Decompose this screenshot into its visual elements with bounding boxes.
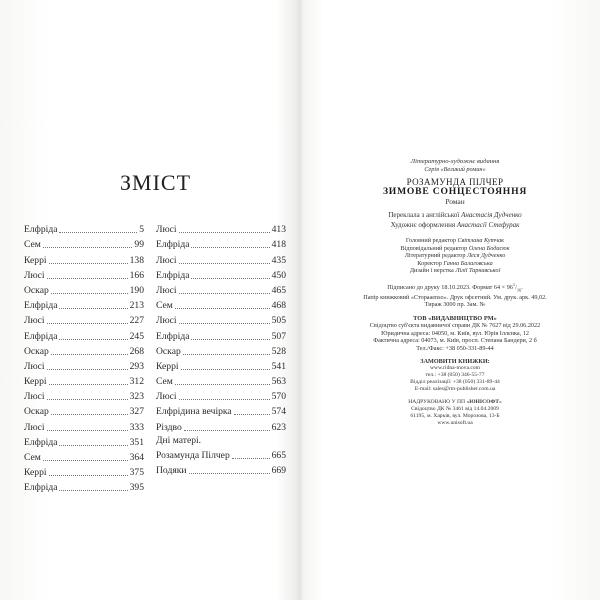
- print-frac-num: 1: [512, 281, 516, 287]
- toc-dot-leader: [47, 399, 128, 400]
- toc-title: ЗМІСТ: [120, 170, 192, 195]
- publisher-actual-address: Фактична адреса: 04073, м. Київ, просп. Степана Бандери, 2 б: [373, 337, 537, 345]
- printer-line-1-post: »: [498, 399, 502, 406]
- printer-site: www.unisoft.ua: [437, 420, 473, 427]
- toc-entry-name: Керрі: [24, 254, 47, 266]
- toc-entry-page: 541: [271, 360, 286, 372]
- publisher-cert: Свідоцтво суб'єкта видавничої справи ДК № 7627 від 29.06.2022: [369, 322, 541, 330]
- toc-dot-leader: [179, 293, 270, 294]
- toc-dot-leader: [184, 430, 270, 431]
- toc-entry-name: Оскар: [24, 406, 49, 418]
- toc-entry: [24, 372, 144, 387]
- toc-entry: [24, 387, 144, 402]
- staff-resp-editor: [330, 245, 580, 253]
- toc-entry: [24, 463, 144, 478]
- toc-entry-page: 364: [129, 452, 144, 463]
- toc-entry-name: Люсі: [24, 391, 45, 403]
- toc-entry-name-line2: Розамунда Пілчер: [156, 449, 230, 461]
- print-line-3: Тираж 3000 пр. Зам. №: [424, 301, 486, 309]
- toc-entry: [156, 311, 286, 326]
- staff-layout: [330, 267, 580, 275]
- toc-entry-page: 528: [271, 345, 286, 357]
- toc-entry-page: 623: [271, 421, 286, 433]
- chief-editor-name: Світлана Кутчак: [457, 237, 505, 244]
- toc-dot-leader: [43, 460, 128, 461]
- publisher-name: ТОВ «ВИДАВНИЦТВО РМ»: [413, 315, 497, 323]
- toc-entry-page: 293: [129, 360, 144, 372]
- toc-entry-page: 327: [129, 406, 144, 418]
- toc-entry-page: 570: [271, 391, 286, 403]
- toc-entry: [156, 387, 286, 402]
- toc-entry: [24, 235, 144, 250]
- toc-entry-dedication: [156, 433, 286, 461]
- imprint-title: ЗИМОВЕ СОНЦЕСТОЯННЯ: [382, 186, 528, 197]
- toc-entry: [156, 266, 286, 281]
- print-line-1-text: Підписано до друку 18.10.2023. Формат 64 × 96: [387, 284, 513, 292]
- publisher-address: Юридична адреса: 04050, м. Київ, вул. Юрія Іллєнка, 12: [381, 329, 529, 337]
- toc-entry-page: 574: [271, 406, 286, 418]
- toc-entry-page: 468: [271, 300, 286, 312]
- toc-entry-name: Люсі: [24, 315, 45, 327]
- translator-name: Анастасія Дудченко: [461, 211, 522, 219]
- toc-entry-page: 465: [271, 284, 286, 296]
- imprint-order: [330, 358, 580, 393]
- proofreader-name: Ганна Балаговська: [443, 259, 493, 267]
- order-email: E-mail: sales@rm-publisher.com.ua: [414, 386, 496, 393]
- toc-entry: [24, 311, 144, 326]
- lit-editor-label: Літературний редактор: [404, 252, 466, 260]
- order-retail: Відділ реалізації: +38 (050) 331-89-44: [410, 379, 500, 386]
- toc-entry-name: Сем: [156, 376, 173, 388]
- toc-dot-leader: [47, 278, 128, 279]
- toc-dot-leader: [49, 384, 128, 385]
- toc-dot-leader: [49, 263, 128, 264]
- toc-entry-page: 665: [271, 449, 286, 461]
- toc-entry-page: 5: [139, 224, 144, 236]
- imprint-designer: [330, 221, 580, 229]
- toc-entry-page: 99: [134, 239, 144, 251]
- imprint-genre: Літературно-художнє видання: [410, 158, 500, 165]
- toc-entry-line2: [156, 448, 286, 461]
- toc-dot-leader: [59, 445, 127, 446]
- toc-entry: [24, 220, 144, 235]
- toc-dot-leader: [47, 430, 128, 431]
- toc-entry: [24, 342, 144, 357]
- toc-entry-page: 563: [271, 376, 286, 388]
- toc-entry-page: 413: [271, 224, 286, 236]
- toc-entry-page: 213: [129, 300, 144, 312]
- toc-entry-name: Елфріда: [156, 239, 190, 251]
- toc-entry: [156, 220, 286, 235]
- toc-entry: [156, 342, 286, 357]
- resp-editor-label: Відповідальний редактор: [400, 244, 468, 252]
- toc-entry-thanks: [156, 461, 286, 476]
- toc-entry: [156, 402, 286, 417]
- toc-entry: [24, 326, 144, 341]
- toc-entry-name: Елфріда: [24, 300, 58, 312]
- print-line-1: Підписано до друку 18.10.2023. Формат $64 \times 96^1/_{16}$.: [387, 281, 523, 293]
- staff-chief-editor: [330, 237, 580, 245]
- toc-entry: [156, 417, 286, 432]
- toc-entry-name: Люсі: [24, 421, 45, 433]
- staff-lit-editor: [330, 252, 580, 260]
- toc-entry-page: 450: [271, 269, 286, 281]
- toc-entry-name: Сем: [156, 300, 173, 312]
- imprint-publisher: [330, 315, 580, 352]
- toc-entry-name: Оскар: [24, 284, 49, 296]
- toc-dot-leader: [234, 414, 270, 415]
- toc-entry-page: 395: [129, 482, 144, 494]
- resp-editor-name: Олена Бодасюк: [468, 244, 510, 252]
- toc-dot-leader: [179, 399, 270, 400]
- toc-entry: [24, 448, 144, 463]
- toc-entry-name: Люсі: [24, 269, 45, 281]
- toc-dot-leader: [59, 339, 127, 340]
- printer-unisoft: ЮНІСОФТ: [469, 399, 499, 406]
- toc-entry-name: Оскар: [156, 345, 181, 357]
- toc-entry: [24, 402, 144, 417]
- toc-dot-leader: [191, 247, 269, 248]
- toc-entry-name: Керрі: [156, 360, 179, 372]
- toc-entry-name: Керрі: [24, 467, 47, 479]
- printer-line-1-pre: НАДРУКОВАНО У ПП «: [408, 399, 470, 406]
- toc-dot-leader: [51, 354, 128, 355]
- toc-entry-name: Люсі: [156, 391, 177, 403]
- order-title: ЗАМОВИТИ КНИЖКИ:: [420, 358, 490, 366]
- toc-dot-leader: [179, 323, 270, 324]
- toc-entry-name: Подяки: [156, 464, 187, 476]
- toc-entry-name: Люсі: [156, 224, 177, 236]
- toc-dot-leader: [183, 354, 270, 355]
- toc-entry-page: 268: [129, 345, 144, 357]
- toc-entry-name: Люсі: [156, 284, 177, 296]
- toc-entry: [156, 372, 286, 387]
- toc-entry-name: Сем: [24, 239, 41, 251]
- toc-entry-page: 312: [129, 376, 144, 388]
- toc-dot-leader: [49, 475, 128, 476]
- imprint-print-info: [330, 281, 580, 309]
- proofreader-label: Коректор: [417, 259, 442, 267]
- toc-entry: [156, 357, 286, 372]
- toc-entry-name: Елфріда: [24, 330, 58, 342]
- toc-dot-leader: [179, 263, 270, 264]
- toc-entry-page: 435: [271, 254, 286, 266]
- imprint-series: Серія «Великий роман»: [424, 166, 486, 173]
- toc-entry: [156, 250, 286, 265]
- layout-label: Дизайн і верстка: [409, 267, 454, 275]
- toc-entry-name: Різдво: [156, 421, 182, 433]
- toc-entry-page: 323: [129, 391, 144, 403]
- toc-entry-name: Сем: [24, 452, 41, 463]
- toc-entry: [24, 433, 144, 448]
- order-site: www.ridna-mova.com: [430, 365, 480, 372]
- toc-entry-page: 166: [129, 269, 144, 281]
- toc-entry: [156, 326, 286, 341]
- toc-dot-leader: [59, 490, 127, 491]
- print-frac-den: 16: [516, 287, 522, 293]
- printer-line-1: [330, 399, 580, 406]
- imprint-block: [330, 158, 580, 427]
- print-line-1-end: .: [521, 284, 523, 292]
- toc-entry-page: 227: [129, 315, 144, 327]
- toc-dot-leader: [232, 458, 270, 459]
- toc-entry: [24, 478, 144, 493]
- toc-entry-name: Елфріда: [24, 482, 58, 494]
- printer-line-2: Свідоцтво ДК № 3461 від 14.04.2009: [411, 406, 499, 413]
- toc-entry: [24, 281, 144, 296]
- toc-entry-name: Елфрідина вечірка: [156, 406, 232, 418]
- toc-entry: [24, 357, 144, 372]
- toc-entry-name: Елфріда: [24, 224, 58, 236]
- toc-dot-leader: [191, 339, 269, 340]
- toc-entry-page: 505: [271, 315, 286, 327]
- toc-dot-leader: [189, 473, 270, 474]
- toc-entry-name: Оскар: [24, 345, 49, 357]
- toc-entry: [156, 296, 286, 311]
- gutter-shadow: [296, 0, 304, 600]
- toc-entry-page: 418: [271, 239, 286, 251]
- toc-right-list: [156, 220, 286, 433]
- toc-dot-leader: [59, 308, 127, 309]
- toc-entry: [24, 417, 144, 432]
- toc-entry-name: Елфріда: [156, 330, 190, 342]
- toc-dot-leader: [175, 384, 270, 385]
- toc-entry: [24, 250, 144, 265]
- imprint-staff: [330, 237, 580, 275]
- toc-entry-name: Люсі: [24, 360, 45, 372]
- imprint-author: РОЗАМУНДА ПІЛЧЕР: [406, 177, 504, 187]
- toc-entry-page: 190: [129, 284, 144, 296]
- toc-entry-name-line1: Дні матері.: [156, 434, 202, 446]
- toc-entry-name: Елфріда: [156, 269, 190, 281]
- toc-dot-leader: [51, 293, 128, 294]
- toc-entry-name: Керрі: [24, 376, 47, 388]
- toc-dot-leader: [59, 232, 137, 233]
- toc-entry-name: Люсі: [156, 315, 177, 327]
- toc-dot-leader: [47, 323, 128, 324]
- toc-column-left: [24, 220, 144, 493]
- toc-entry: [156, 235, 286, 250]
- toc-entry-page: 375: [129, 467, 144, 479]
- order-phone: тел.: +38 (050) 346-55-77: [425, 372, 485, 379]
- toc-entry-name: Люсі: [156, 254, 177, 266]
- toc-dot-leader: [181, 369, 270, 370]
- toc-dot-leader: [43, 247, 133, 248]
- publisher-phone: Тел./Факс: +38 050-331-89-44: [416, 344, 494, 352]
- print-line-2: Папір книжковий «Сторааеnso». Друк офсетний. Ум. друк. арк. 49,02.: [363, 293, 547, 301]
- toc-entry-page: 507: [271, 330, 286, 342]
- toc-entry-page: 245: [129, 330, 144, 342]
- toc-dot-leader: [51, 414, 128, 415]
- chief-editor-label: Головний редактор: [405, 237, 456, 244]
- lit-editor-name: Леся Дудченко: [466, 252, 506, 260]
- layout-name: Лілії Тарнавської: [455, 267, 501, 275]
- toc-entry-page: 333: [129, 421, 144, 433]
- translator-label: Переклала з англійської: [388, 211, 460, 219]
- toc-column-right: [156, 220, 286, 476]
- toc-entry-page: 669: [271, 464, 286, 476]
- toc-dot-leader: [175, 308, 270, 309]
- toc-entry-name: Елфріда: [24, 436, 58, 448]
- toc-dot-leader: [191, 278, 269, 279]
- toc-entry: [24, 266, 144, 281]
- toc-entry-page: 138: [129, 254, 144, 266]
- toc-dot-leader: [47, 369, 128, 370]
- designer-label: Художнє оформлення: [390, 221, 456, 229]
- imprint-printer: [330, 399, 580, 427]
- toc-dot-leader: [179, 232, 270, 233]
- imprint-translator: [330, 211, 580, 219]
- toc-entry: [156, 281, 286, 296]
- designer-name: Анастасії Стефурак: [456, 221, 520, 229]
- imprint-form: Роман: [445, 197, 465, 206]
- printer-line-3: 61195, м. Харків, вул. Морозова, 13-Б: [410, 413, 500, 420]
- toc-entry-page: 351: [129, 436, 144, 448]
- toc-entry: [24, 296, 144, 311]
- staff-proofreader: [330, 260, 580, 268]
